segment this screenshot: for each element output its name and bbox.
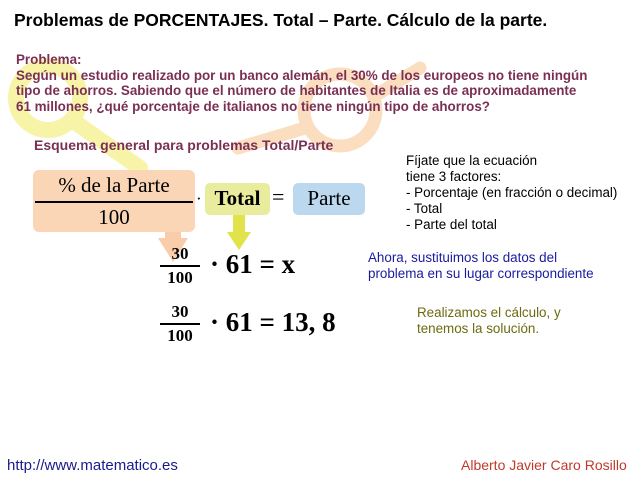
note-line: - Parte del total bbox=[406, 217, 497, 232]
schema-label: Esquema general para problemas Total/Parte bbox=[34, 137, 334, 153]
solution-hint bbox=[417, 305, 561, 337]
formula-denominator: 100 bbox=[98, 205, 130, 229]
formula-total: Total bbox=[214, 186, 261, 210]
equation1-numerator: 30 bbox=[171, 244, 189, 263]
formula-parte: Parte bbox=[307, 186, 351, 210]
website-link[interactable]: http://www.matematico.es bbox=[7, 457, 178, 474]
equation2-numerator: 30 bbox=[171, 302, 189, 321]
equation2-rest: · 61 = 13, 8 bbox=[210, 307, 336, 337]
equation2-denominator: 100 bbox=[167, 326, 193, 345]
equation1-denominator: 100 bbox=[167, 268, 193, 287]
problem-line: 61 millones, ¿qué porcentaje de italianos no tiene ningún tipo de ahorros? bbox=[16, 98, 490, 114]
hint-line: Realizamos el cálculo, y bbox=[417, 305, 561, 320]
equation1-rest: · 61 = x bbox=[210, 249, 296, 279]
equation2-fraction-bar bbox=[160, 323, 200, 325]
problem-line: tipo de ahorros. Sabiendo que el número de habitantes de Italia es de aproximadamente bbox=[16, 83, 577, 98]
note-line: Fíjate que la ecuación bbox=[406, 153, 538, 168]
problem-heading: Problema: bbox=[16, 52, 82, 67]
formula-fraction-bar bbox=[35, 201, 193, 203]
formula-equals: = bbox=[272, 184, 285, 209]
note-line: - Total bbox=[406, 201, 443, 216]
note-line: tiene 3 factores: bbox=[406, 169, 502, 184]
factors-note bbox=[406, 153, 617, 233]
problem-line: Según un estudio realizado por un banco alemán, el 30% de los europeos no tiene ningún bbox=[16, 67, 588, 83]
formula-numerator: % de la Parte bbox=[58, 173, 170, 197]
hint-line: Ahora, sustituimos los datos del bbox=[368, 250, 558, 265]
hint-line: problema en su lugar correspondiente bbox=[368, 266, 594, 281]
formula-multiply-dot: · bbox=[196, 189, 202, 208]
author-credit: Alberto Javier Caro Rosillo bbox=[461, 457, 627, 473]
equation1-fraction-bar bbox=[160, 265, 200, 267]
note-line: - Porcentaje (en fracción o decimal) bbox=[406, 185, 618, 200]
substitution-hint bbox=[368, 250, 594, 282]
page-title: Problemas de PORCENTAJES. Total – Parte. Cálculo de la parte. bbox=[14, 10, 548, 30]
hint-line: tenemos la solución. bbox=[417, 321, 540, 336]
problem-statement bbox=[16, 52, 638, 114]
